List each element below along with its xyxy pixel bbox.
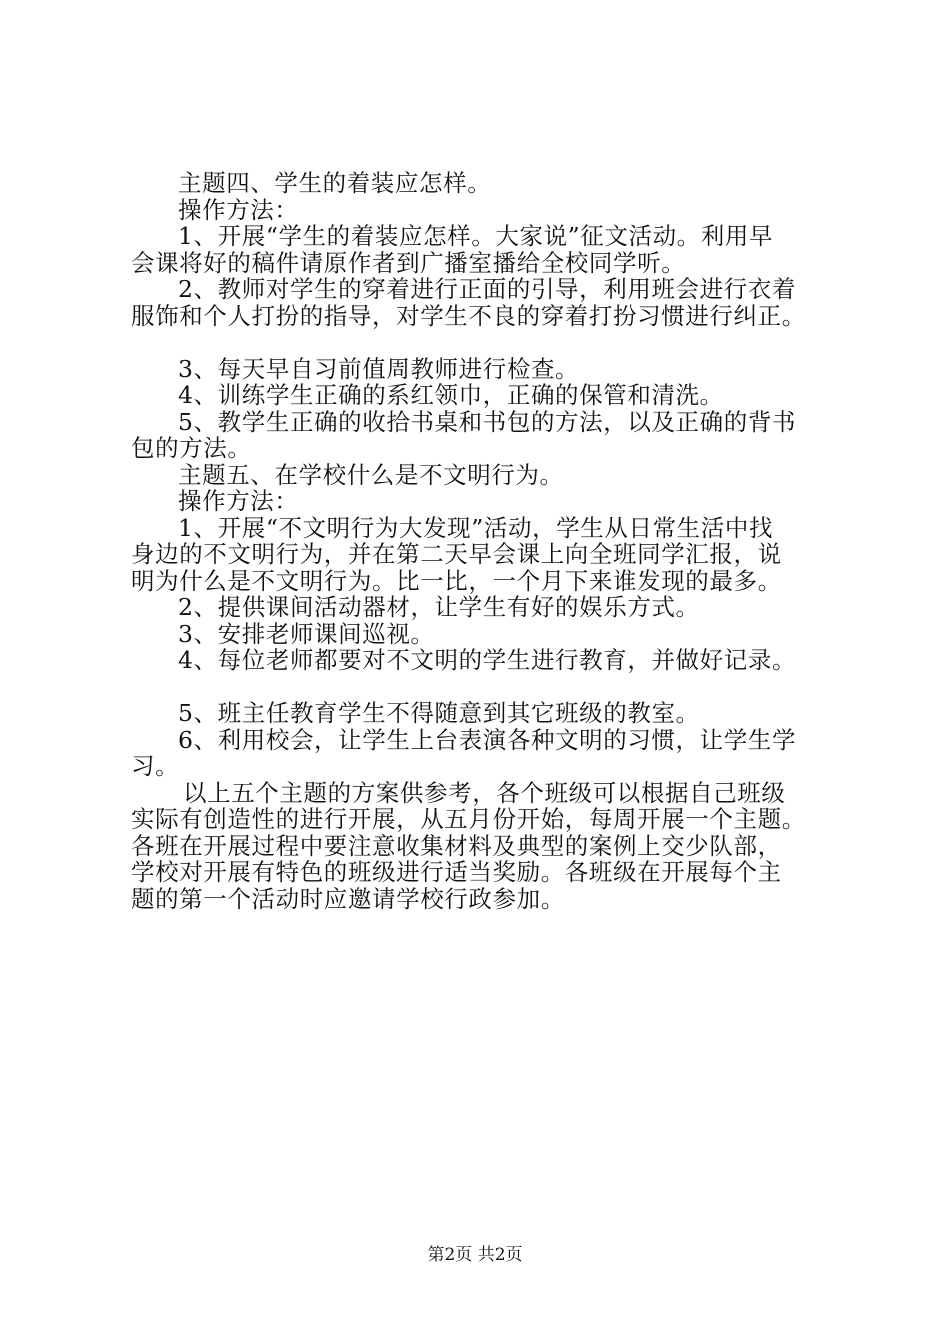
text-line: 以上五个主题的方案供参考，各个班级可以根据自己班级 — [183, 778, 786, 807]
text-line: 主题五、在学校什么是不文明行为。 — [178, 460, 564, 489]
text-line: 6、利用校会，让学生上台表演各种文明的习惯，让学生学 — [178, 725, 797, 754]
text-line: 1、开展“不文明行为大发现”活动，学生从日常生活中找 — [178, 513, 774, 542]
text-line: 各班在开展过程中要注意收集材料及典型的案例上交少队部， — [131, 831, 782, 860]
text-line: 4、训练学生正确的系红领巾，正确的保管和清洗。 — [178, 381, 724, 409]
page-footer: 第2页 共2页 — [427, 1245, 523, 1265]
text-line: 包的方法。 — [131, 434, 252, 462]
text-line: 5、班主任教育学生不得随意到其它班级的教室。 — [178, 699, 700, 727]
text-line: 3、安排老师课间巡视。 — [178, 619, 435, 648]
text-line: 学校对开展有特色的班级进行适当奖励。各班级在开展每个主 — [131, 858, 782, 886]
text-line: 操作方法： — [178, 487, 299, 515]
text-line: 习。 — [131, 752, 180, 780]
text-line: 2、教师对学生的穿着进行正面的引导，利用班会进行衣着 — [178, 275, 797, 303]
text-line: 明为什么是不文明行为。比一比，一个月下来谁发现的最多。 — [131, 566, 782, 595]
text-line: 2、提供课间活动器材，让学生有好的娱乐方式。 — [178, 593, 700, 621]
document-body — [131, 170, 843, 912]
text-line: 5、教学生正确的收拾书桌和书包的方法，以及正确的背书 — [178, 407, 797, 436]
text-line: 1、开展“学生的着装应怎样。大家说”征文活动。利用早 — [178, 222, 774, 250]
text-line: 操作方法： — [178, 195, 299, 224]
text-line: 身边的不文明行为，并在第二天早会课上向全班同学汇报，说 — [131, 540, 782, 568]
blank-line — [131, 674, 843, 701]
text-line: 题的第一个活动时应邀请学校行政参加。 — [131, 884, 565, 913]
text-line: 主题四、学生的着装应怎样。 — [178, 169, 492, 197]
text-line: 3、每天早自习前值周教师进行检查。 — [178, 354, 580, 383]
text-line: 4、每位老师都要对不文明的学生进行教育，并做好记录。 — [178, 646, 797, 674]
text-line: 实际有创造性的进行开展，从五月份开始，每周开展一个主题。 — [131, 805, 806, 833]
blank-line — [131, 329, 843, 356]
text-line: 服饰和个人打扮的指导，对学生不良的穿着打扮习惯进行纠正。 — [131, 301, 806, 330]
text-line: 会课将好的稿件请原作者到广播室播给全校同学听。 — [131, 248, 686, 277]
